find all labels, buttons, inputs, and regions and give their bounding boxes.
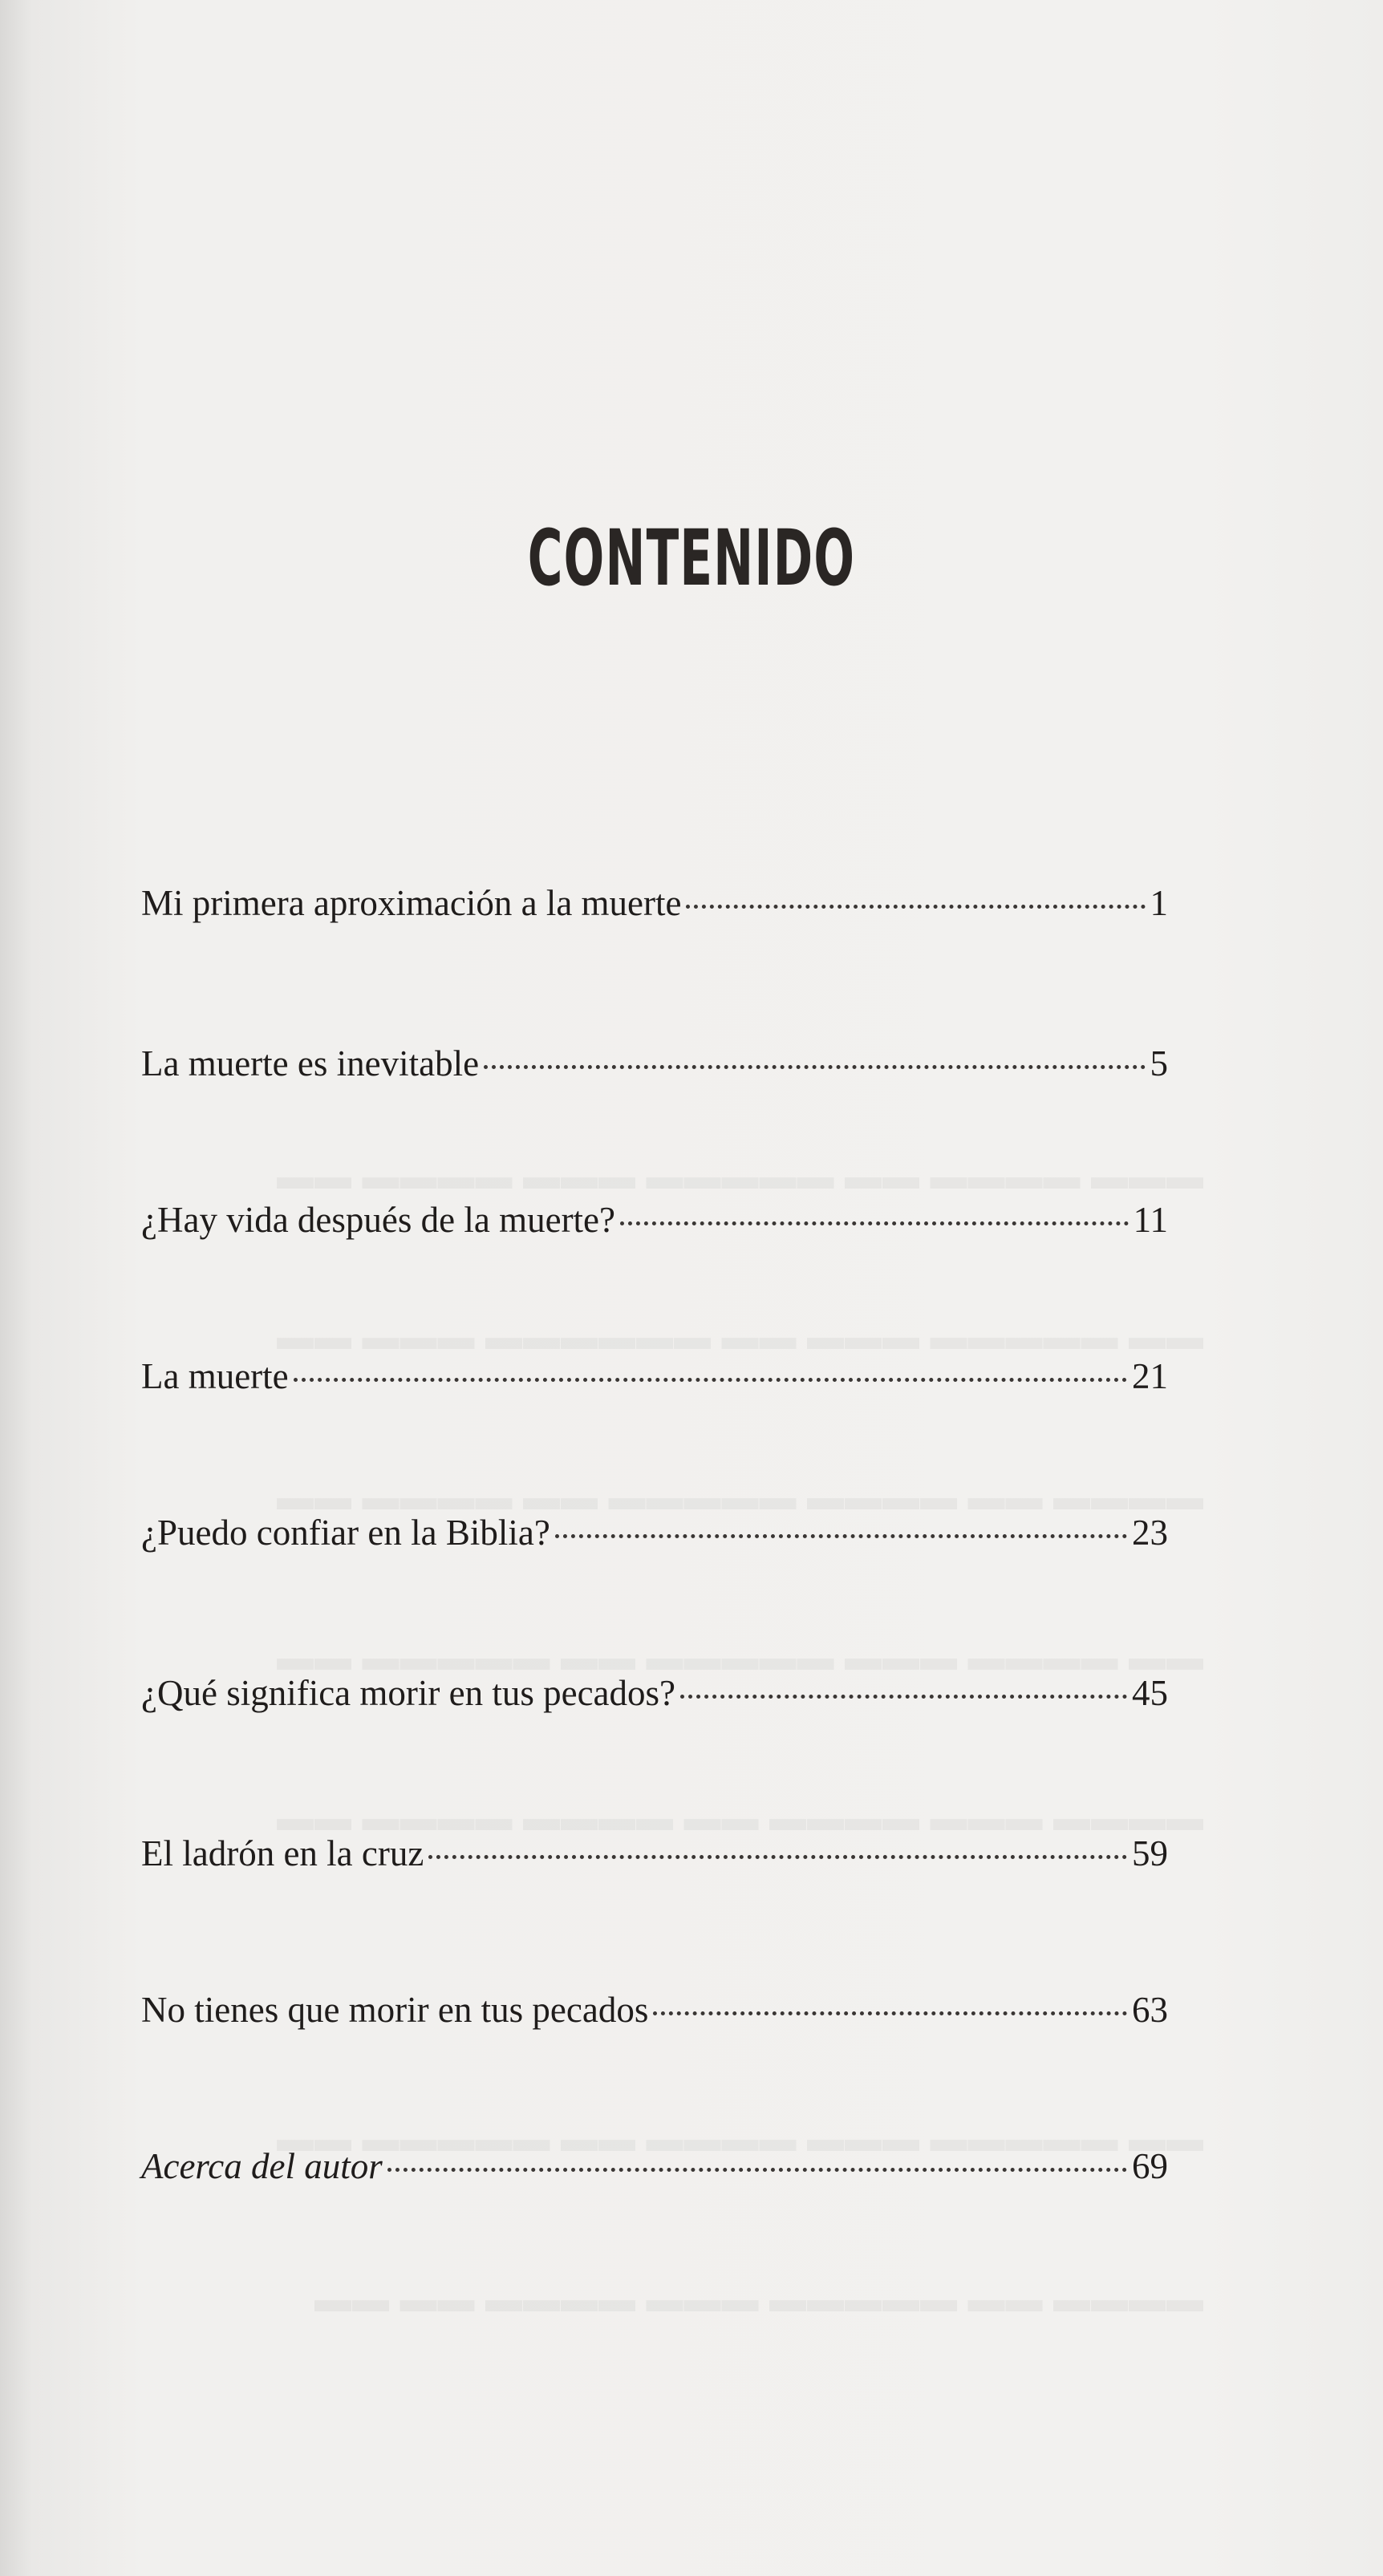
dot-leader [428,1855,1127,1859]
dot-leader [680,1695,1127,1699]
toc-entry-title: La muerte [141,1356,289,1396]
dot-leader [686,905,1145,909]
toc-entry-page-number: 1 [1150,883,1168,923]
toc-entry-page-number: 11 [1133,1200,1168,1240]
toc-entry-page-number: 23 [1132,1513,1168,1553]
toc-entry-title: La muerte es inevitable [141,1043,480,1083]
toc-entry [141,1989,1168,2037]
show-through-texture [160,1315,1203,1358]
toc-entry-page-number: 21 [1132,1356,1168,1396]
toc-entry [141,1355,1168,1403]
dot-leader [484,1065,1145,1069]
toc-entry-title: ¿Puedo confiar en la Biblia? [141,1513,550,1553]
toc-entry-title: ¿Hay vida después de la muerte? [141,1200,615,1240]
show-through-texture [160,1155,1203,1197]
toc-entry-page-number: 63 [1132,1990,1168,2030]
show-through-texture [160,2278,1203,2320]
toc-entry-page-number: 69 [1132,2146,1168,2186]
toc-entry [141,1043,1168,1091]
toc-entry [141,1833,1168,1881]
toc-entry [141,1199,1168,1247]
toc-entry-page-number: 59 [1132,1833,1168,1873]
toc-entry-title: ¿Qué significa morir en tus pecados? [141,1673,676,1713]
toc-entry-title: No tienes que morir en tus pecados [141,1990,649,2030]
dot-leader [294,1378,1127,1382]
toc-entry [141,882,1168,930]
page-title: CONTENIDO [527,513,856,603]
toc-entry-title: El ladrón en la cruz [141,1833,424,1873]
dot-leader [620,1221,1129,1225]
toc-entry-page-number: 5 [1150,1043,1168,1083]
dot-leader [555,1534,1127,1538]
toc-entry [141,1512,1168,1560]
toc-entry-title: Acerca del autor [141,2146,383,2186]
toc-entry-title: Mi primera aproximación a la muerte [141,883,682,923]
dot-leader [653,2011,1127,2015]
toc-entry [141,1672,1168,1720]
dot-leader [387,2168,1127,2172]
toc-entry [141,2145,1168,2193]
toc-entry-page-number: 45 [1132,1673,1168,1713]
